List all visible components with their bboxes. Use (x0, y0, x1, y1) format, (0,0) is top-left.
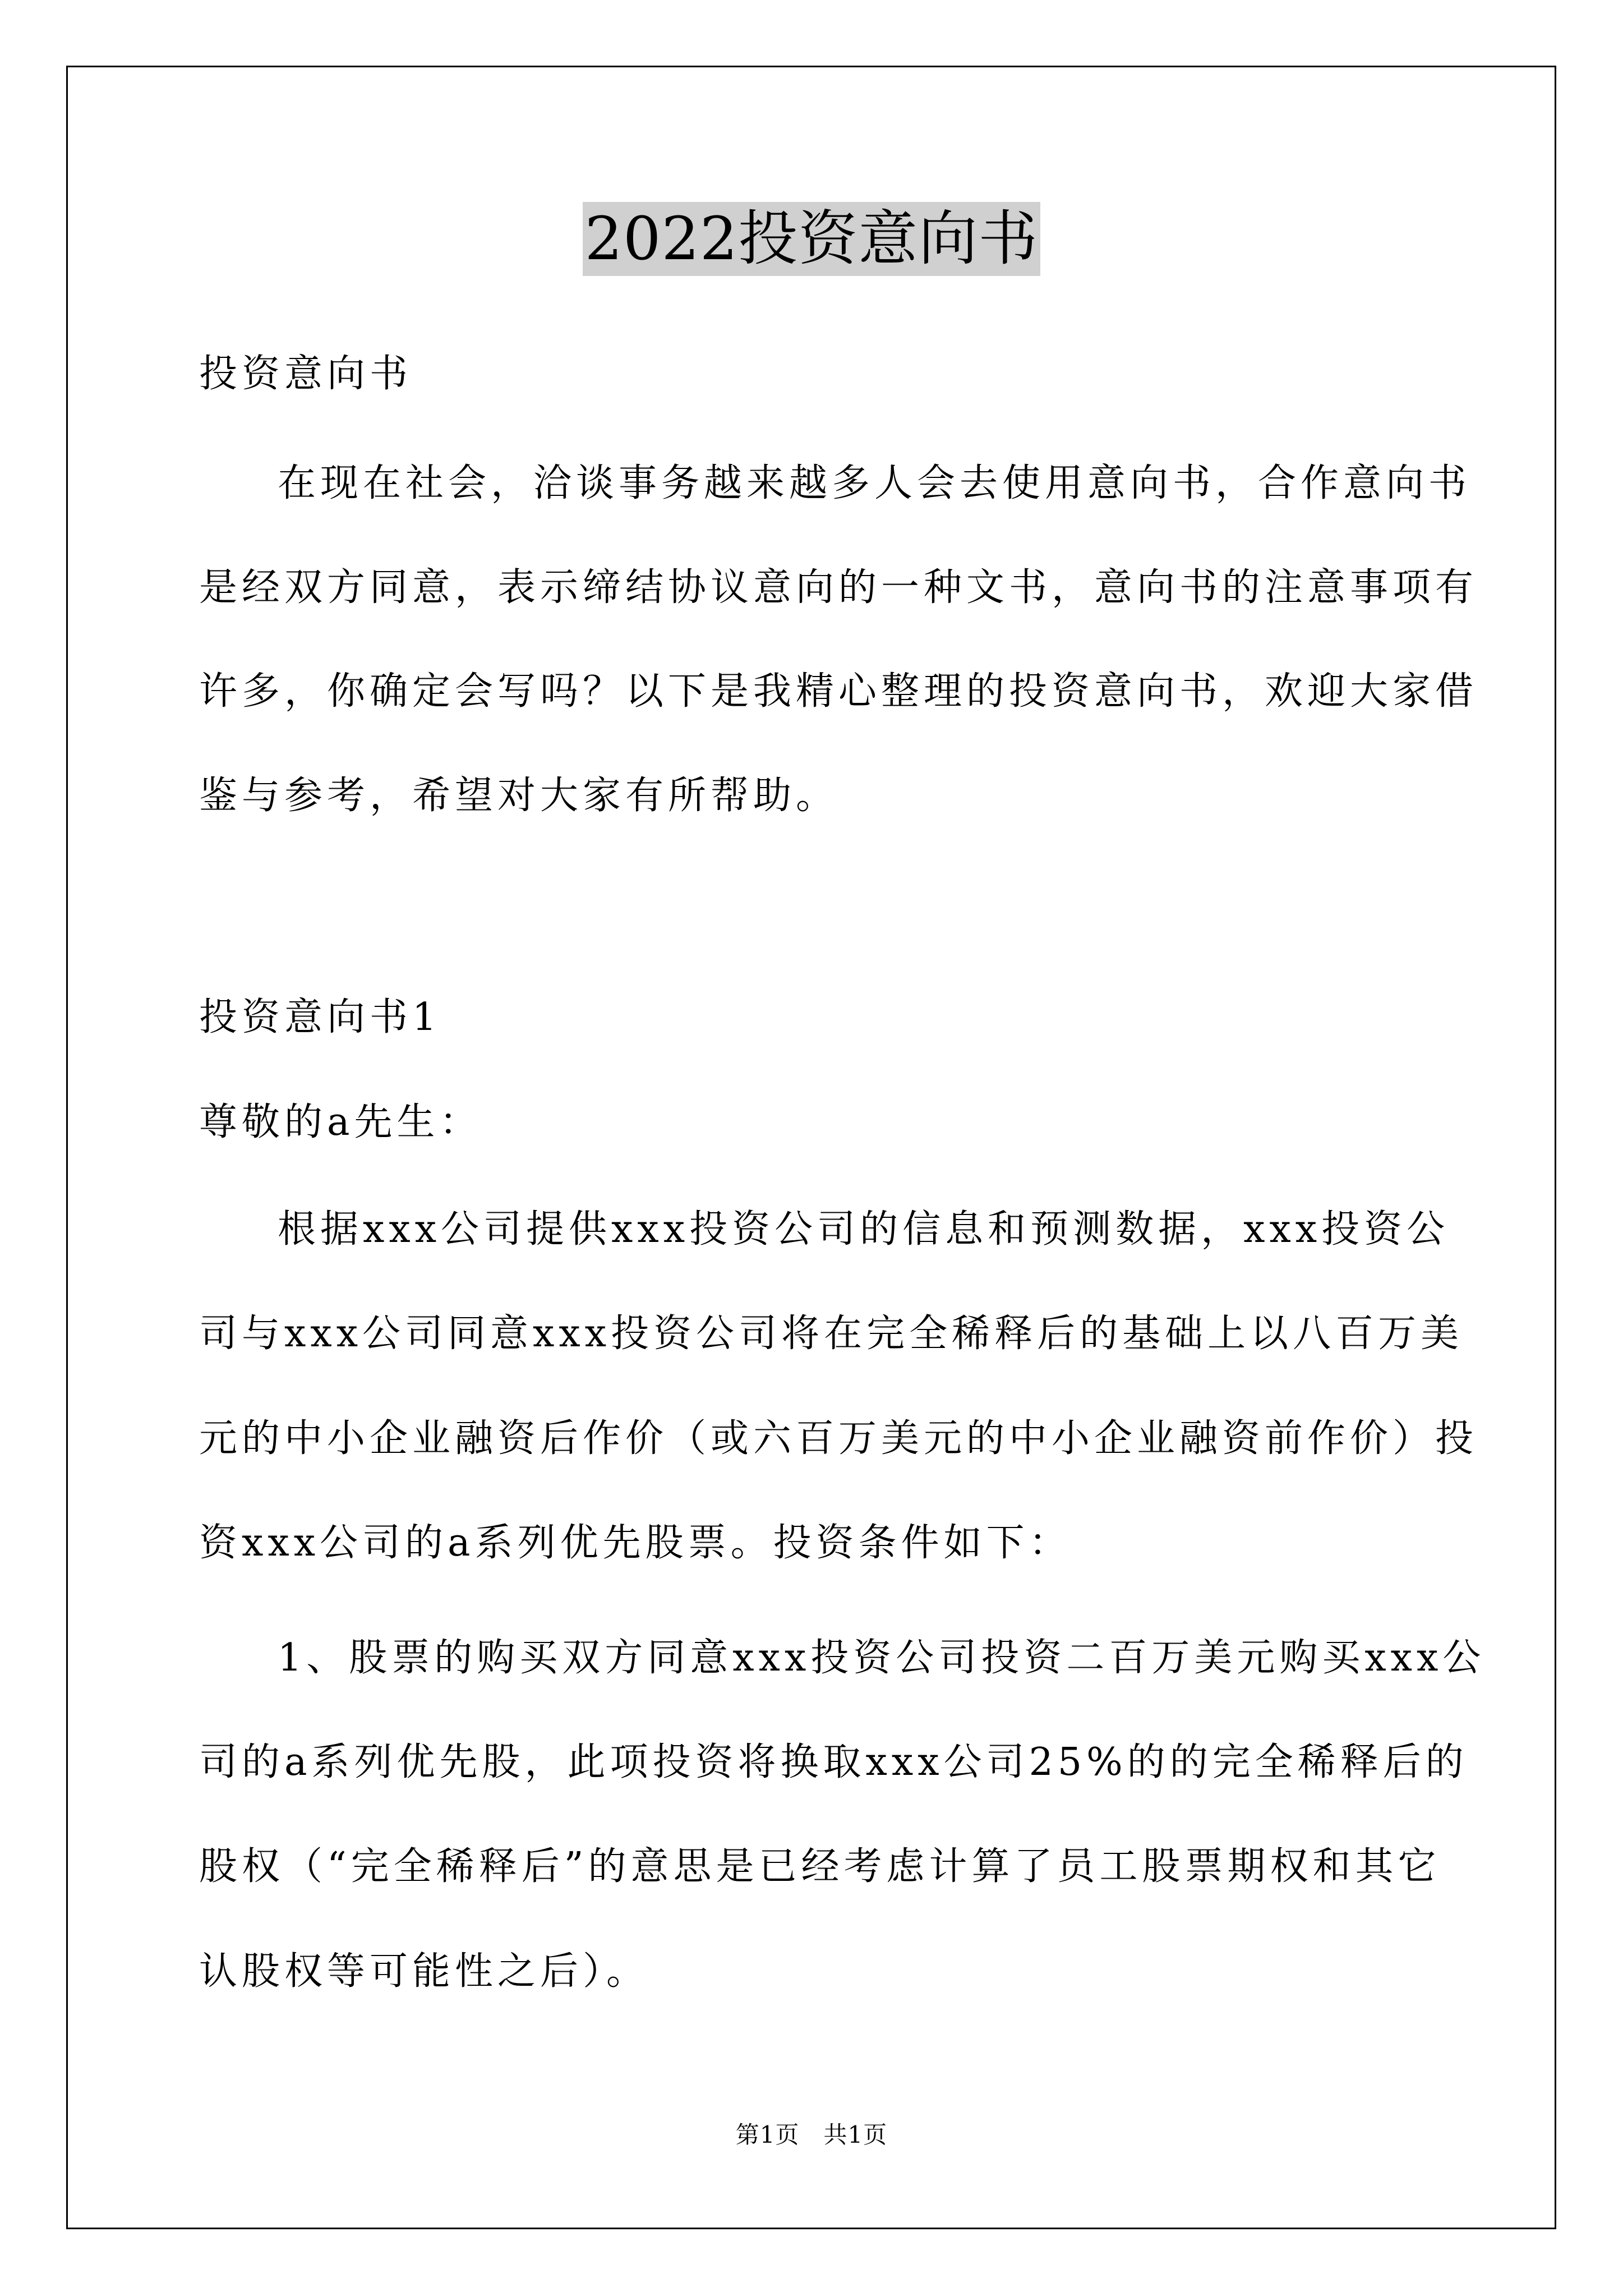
paragraph-line: 司与xxx公司同意xxx投资公司将在完全稀释后的基础上以八百万美 (199, 1312, 1464, 1356)
paragraph-line: 股权（“完全稀释后”的意思是已经考虑计算了员工股票期权和其它 (199, 1844, 1441, 1889)
section-heading: 投资意向书1 (199, 995, 441, 1039)
salutation: 尊敬的a先生： (199, 1100, 482, 1144)
paragraph-line: 元的中小企业融资后作价（或六百万美元的中小企业融资前作价）投 (199, 1416, 1478, 1461)
paragraph-line: 1、股票的购买双方同意xxx投资公司投资二百万美元购买xxx公 (278, 1636, 1486, 1680)
section-heading: 投资意向书 (199, 352, 413, 396)
paragraph-line: 资xxx公司的a系列优先股票。投资条件如下： (199, 1521, 1072, 1565)
paragraph-line: 认股权等可能性之后）。 (199, 1949, 649, 1994)
paragraph-line: 司的a系列优先股，此项投资将换取xxx公司25%的的完全稀释后的 (199, 1740, 1468, 1784)
document-title: 2022投资意向书 (583, 202, 1041, 276)
paragraph-line: 根据xxx公司提供xxx投资公司的信息和预测数据，xxx投资公 (278, 1207, 1450, 1251)
paragraph-line: 是经双方同意，表示缔结协议意向的一种文书，意向书的注意事项有 (199, 565, 1478, 610)
page-number-footer: 第1页 共1页 (735, 2121, 888, 2148)
paragraph-line: 许多，你确定会写吗？以下是我精心整理的投资意向书，欢迎大家借 (199, 669, 1478, 714)
paragraph-line: 鉴与参考，希望对大家有所帮助。 (199, 774, 839, 818)
title-container (0, 202, 1623, 276)
paragraph-line: 在现在社会，洽谈事务越来越多人会去使用意向书，合作意向书 (278, 461, 1472, 505)
